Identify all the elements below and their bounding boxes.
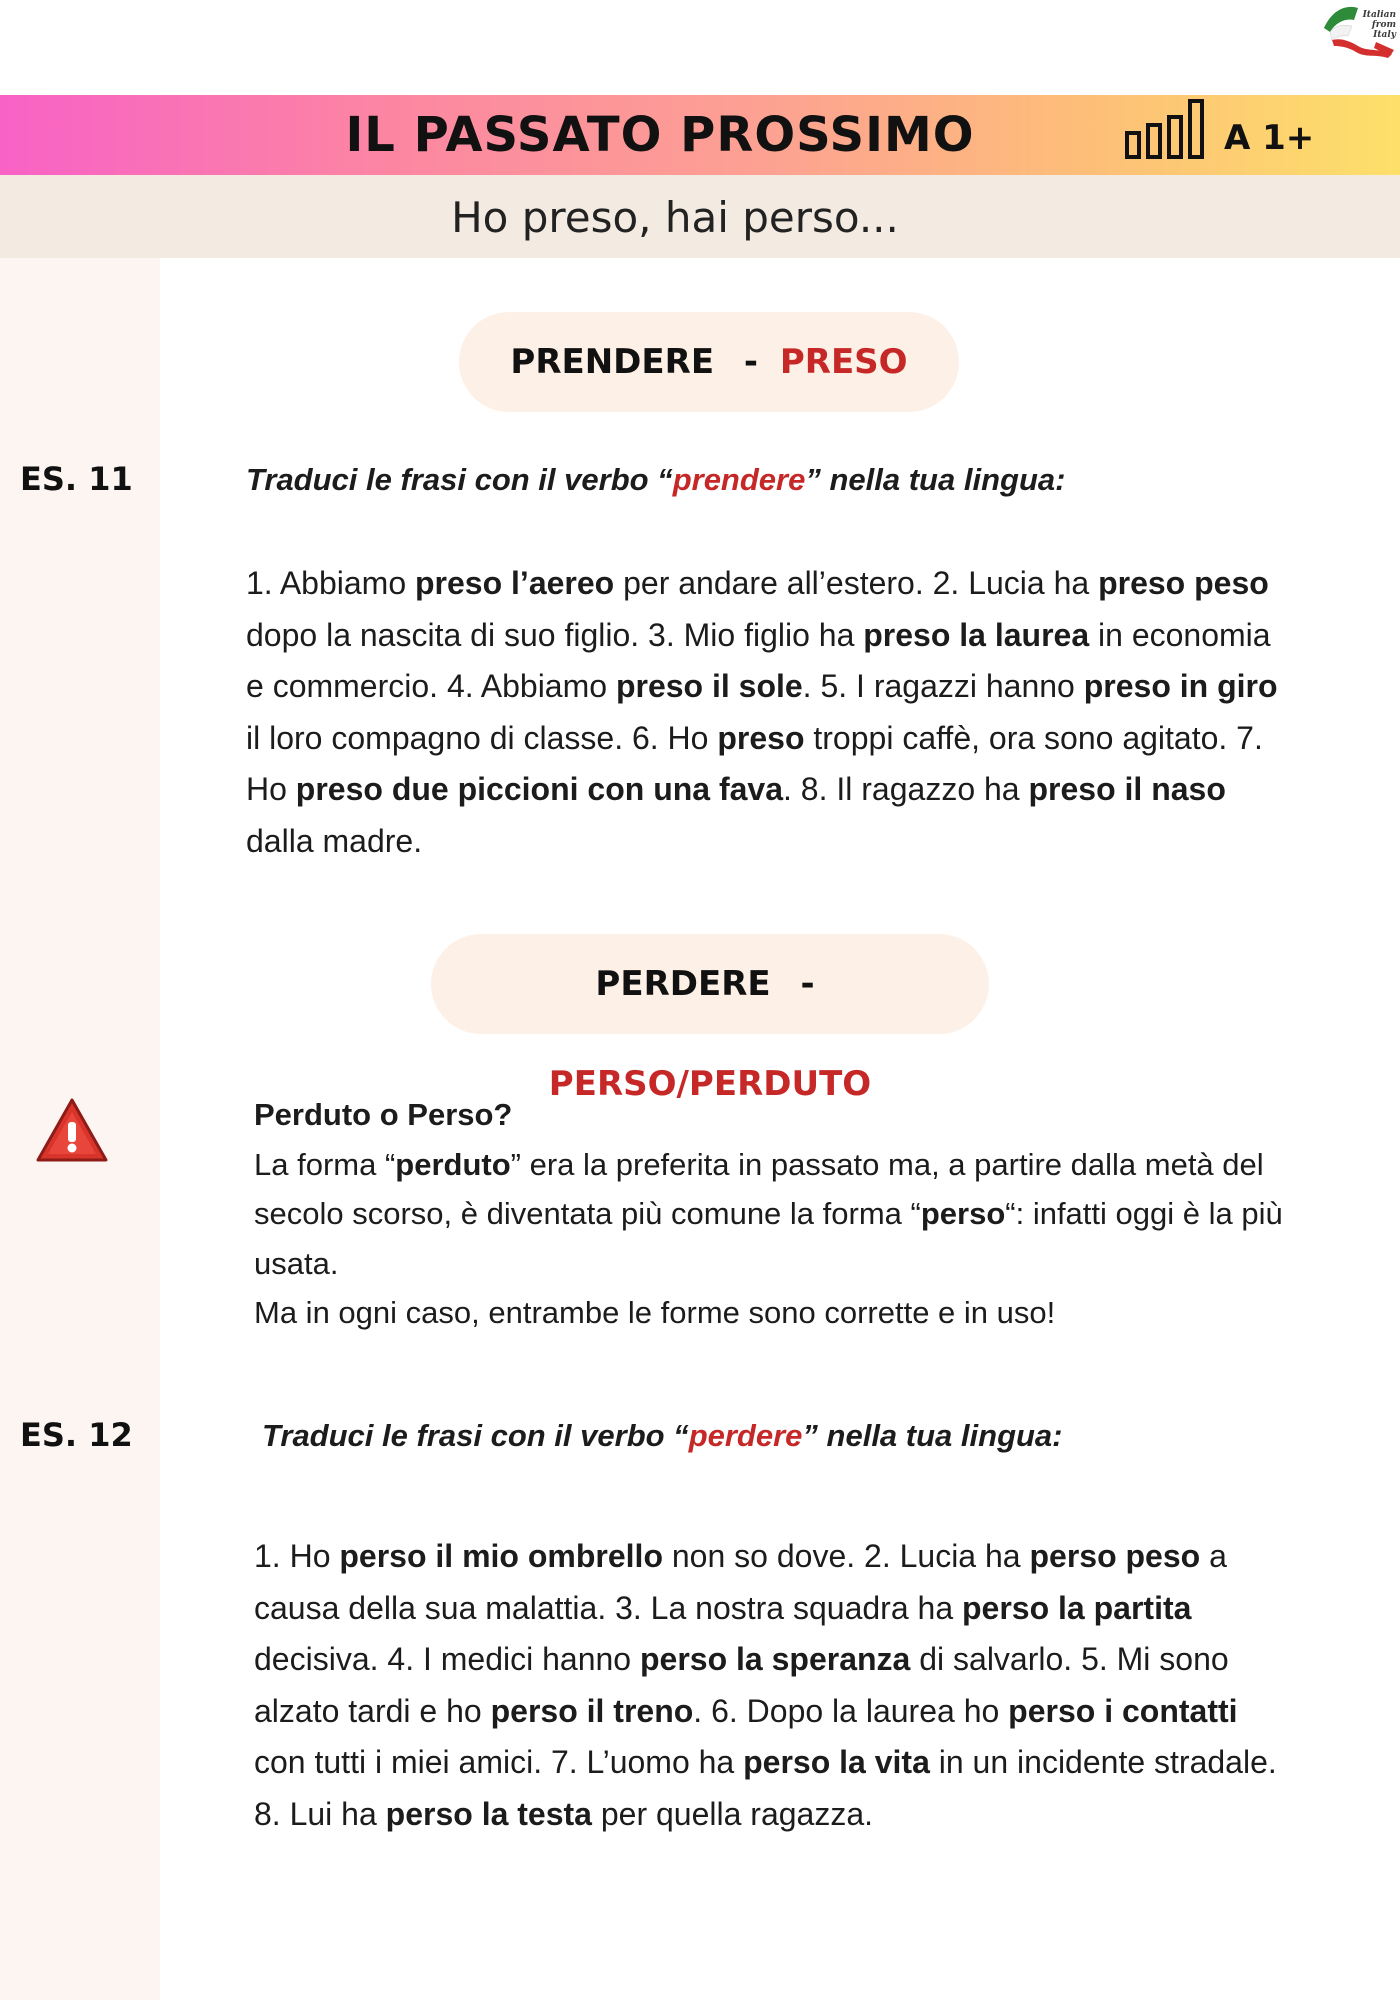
sentence-text: . <box>693 1692 712 1729</box>
exercise-12-sentences <box>254 1531 1294 1840</box>
logo-line-1: Italian <box>1362 10 1396 20</box>
note-text: “: infatti oggi è la più usata. <box>254 1196 1283 1281</box>
instruction-text: Traduci le frasi con il verbo “ <box>246 462 673 497</box>
verb-participle: PRESO <box>779 342 908 382</box>
sentence-text: troppi caffè, ora sono agitato. <box>804 719 1237 756</box>
sentence-text: 6. Ho <box>631 719 718 756</box>
verb-dash: - <box>743 342 759 382</box>
sentence-text: 2. Lucia ha <box>864 1538 1030 1574</box>
sentence-text: 2. Lucia ha <box>932 565 1099 601</box>
note-text: ” era la preferita in passato ma, a partire dalla metà del secolo scorso, è diventata più comune la forma “ <box>254 1146 1264 1231</box>
sentence-text: per quella ragazza. <box>591 1795 874 1832</box>
key-expression: preso in giro <box>1083 668 1278 704</box>
sentence-6 <box>632 720 1236 756</box>
logo-line-2: from <box>1371 20 1396 30</box>
key-expression: preso due piccioni con una fava <box>295 771 784 807</box>
sentence-text: in un incidente stradale. <box>929 1744 1277 1780</box>
verb-infinitive: PERDERE <box>595 964 771 1004</box>
subtitle-banner <box>0 175 1400 258</box>
key-expression: perso la speranza <box>639 1641 911 1677</box>
sentence-1 <box>254 1538 864 1574</box>
sentence-text: dalla madre. <box>246 822 423 859</box>
sentence-text: 1. Abbiamo <box>246 565 415 601</box>
key-expression: perso i contatti <box>1008 1692 1238 1729</box>
exercise-11-instruction <box>246 462 1065 498</box>
sentence-8 <box>254 1796 873 1832</box>
key-expression: preso <box>717 719 805 756</box>
sentence-text: il loro compagno di classe. <box>246 719 632 756</box>
sentence-text: 5. I ragazzi hanno <box>820 668 1084 704</box>
sentence-text: 3. La nostra squadra ha <box>615 1589 962 1626</box>
key-expression: perso peso <box>1029 1538 1201 1574</box>
page-subtitle: Ho preso, hai perso... <box>451 193 899 242</box>
note-text: La forma “ <box>254 1146 396 1182</box>
instruction-text-end: ” nella tua lingua: <box>805 462 1066 497</box>
exercise-11-sentences <box>246 558 1286 867</box>
instruction-text-end: ” nella tua lingua: <box>802 1418 1063 1453</box>
logo-line-3: Italy <box>1373 30 1396 40</box>
italian-from-italy-logo <box>1318 0 1400 62</box>
page-title: IL PASSATO PROSSIMO <box>345 107 975 163</box>
sentence-text: 4. I medici hanno <box>387 1641 640 1677</box>
sentence-text: con tutti i miei amici. <box>254 1744 551 1780</box>
sentence-text: 4. Abbiamo <box>446 668 616 704</box>
sentence-4 <box>387 1641 1081 1677</box>
exercise-12-instruction <box>262 1418 1063 1454</box>
sentence-text: 8. Il ragazzo ha <box>800 771 1029 807</box>
key-expression: preso la laurea <box>863 616 1090 653</box>
verb-pill-perdere <box>431 934 989 1104</box>
note-bold-perso: perso <box>920 1196 1006 1231</box>
key-expression: preso il naso <box>1028 771 1226 807</box>
title-banner <box>0 95 1400 175</box>
exercise-label-11: ES. 11 <box>20 460 133 498</box>
sentence-text: . <box>783 771 801 807</box>
sentence-text: 5. Mi sono alzato tardi e ho <box>254 1641 1229 1729</box>
sentence-text: 6. Dopo la laurea ho <box>711 1692 1009 1729</box>
sentence-text: 1. Ho <box>254 1538 340 1574</box>
key-expression: perso la partita <box>962 1589 1192 1626</box>
instruction-text: Traduci le frasi con il verbo “ <box>262 1418 689 1453</box>
sentence-text: decisiva. <box>254 1641 388 1677</box>
sentence-7 <box>551 1744 1277 1780</box>
warning-triangle-icon <box>34 1096 110 1166</box>
sentence-text: per andare all’estero. <box>614 565 933 601</box>
verb-pill-prendere <box>459 312 959 412</box>
note-bold-perduto: perduto <box>395 1146 511 1182</box>
signal-bars-icon <box>1124 95 1214 175</box>
key-expression: perso la testa <box>385 1795 592 1832</box>
note-heading <box>254 1090 1334 1140</box>
key-expression: perso la vita <box>743 1744 930 1780</box>
sentence-text: non so dove. <box>662 1538 865 1574</box>
sentence-text: dopo la nascita di suo figlio. <box>246 616 649 653</box>
sentence-text: 7. Ho <box>246 719 1263 807</box>
sentence-1 <box>246 565 933 601</box>
instruction-verb: perdere <box>688 1418 803 1453</box>
sentence-text: a causa della sua malattia. <box>254 1538 1227 1626</box>
key-expression: preso peso <box>1098 565 1269 601</box>
exercise-label-12: ES. 12 <box>20 1416 133 1454</box>
verb-infinitive: PRENDERE <box>510 342 715 382</box>
sentence-text: 7. L’uomo ha <box>550 1744 744 1780</box>
sentence-text: . <box>802 668 821 704</box>
key-expression: perso il mio ombrello <box>339 1538 663 1574</box>
key-expression: perso il treno <box>490 1692 694 1729</box>
note-body <box>254 1140 1334 1289</box>
key-expression: preso l’aereo <box>415 565 615 601</box>
instruction-verb: prendere <box>672 462 806 497</box>
sentence-text: 3. Mio figlio ha <box>648 616 864 653</box>
sentence-4 <box>447 668 821 704</box>
sentence-text: 8. Lui ha <box>254 1795 386 1832</box>
verb-dash: - <box>800 964 815 1004</box>
level-label: A 1+ <box>1224 118 1315 158</box>
sentence-text: di salvarlo. <box>910 1641 1082 1677</box>
sentence-text: in economia e commercio. <box>246 616 1271 704</box>
note-heading-text: Perduto o Perso? <box>254 1097 513 1132</box>
key-expression: preso il sole <box>615 668 803 704</box>
perduto-perso-note <box>254 1090 1334 1338</box>
verb-participle: PERSO/PERDUTO <box>548 1064 872 1104</box>
note-conclusion: Ma in ogni caso, entrambe le forme sono corrette e in uso! <box>254 1295 1056 1330</box>
